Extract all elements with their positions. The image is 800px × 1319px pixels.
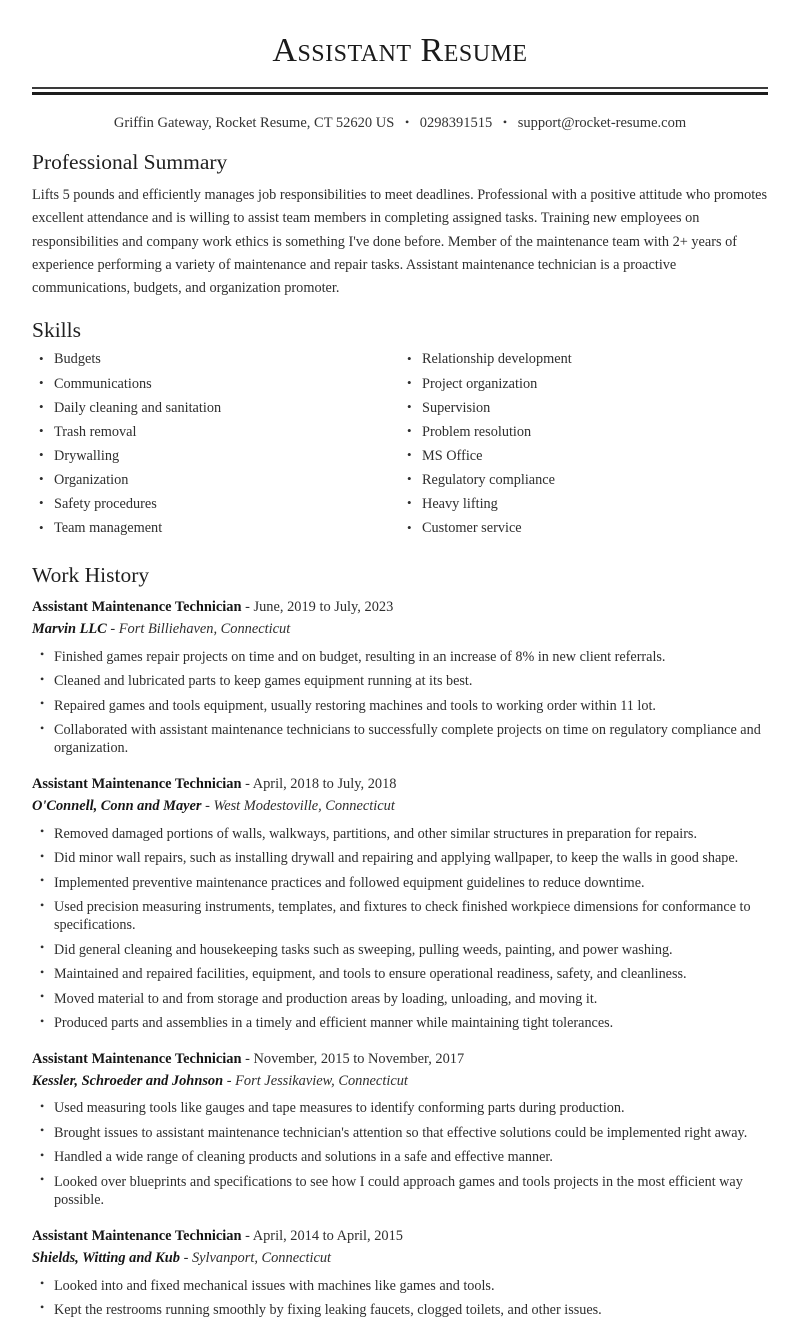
skill-item: • Regulatory compliance <box>400 472 768 490</box>
job-responsibility-item: • Collaborated with assistant maintenance technicians to successfully complete projects on time on regulatory compliance and organization. <box>32 721 768 758</box>
contact-line <box>32 113 768 133</box>
job-responsibility-item: • Used precision measuring instruments, templates, and fixtures to check finished workpiece dimensions for conformance to specifications. <box>32 898 768 935</box>
job-responsibility-item: • Looked into and fixed mechanical issues with machines like games and tools. <box>32 1277 768 1295</box>
skill-item: • Organization <box>32 472 400 490</box>
job-responsibility-item: • Kept the restrooms running smoothly by fixing leaking faucets, clogged toilets, and other issues. <box>32 1301 768 1319</box>
job-location: West Modestoville, Connecticut <box>214 798 395 814</box>
job-location: Fort Jessikaview, Connecticut <box>235 1073 408 1089</box>
work-history-list <box>32 597 768 1319</box>
summary-text: Lifts 5 pounds and efficiently manages job responsibilities to meet deadlines. Professional with a positive attitude who promotes excellent attendance and is willing to assist team members in completing assigned tasks. Training new employees on responsibilities and company work ethics is something I've done before. Member of the maintenance team with 2+ years of experience performing a variety of maintenance and repair tasks. Assistant maintenance technician is a proactive communications, budgets, and organization promoter. <box>32 184 768 300</box>
skill-item: • Daily cleaning and sanitation <box>32 400 400 418</box>
job-title-line <box>32 1226 768 1247</box>
job-company-separator: - <box>223 1073 235 1089</box>
job-company: O'Connell, Conn and Mayer <box>32 798 202 814</box>
job-title-line <box>32 597 768 618</box>
header-divider <box>32 87 768 95</box>
job-title-separator: - <box>242 599 254 615</box>
job-title-separator: - <box>242 776 253 792</box>
skill-item: • MS Office <box>400 448 768 466</box>
skill-item: • Customer service <box>400 520 768 538</box>
contact-separator-1: • <box>398 115 416 129</box>
skill-item: • Trash removal <box>32 424 400 442</box>
work-history-entry <box>32 1226 768 1319</box>
skills-column-right <box>400 351 768 544</box>
job-responsibility-item: • Finished games repair projects on time and on budget, resulting in an increase of 8% in new client referrals. <box>32 648 768 666</box>
job-title-separator: - <box>242 1051 254 1067</box>
skill-item: • Team management <box>32 520 400 538</box>
job-responsibility-list <box>32 1099 768 1209</box>
job-company-separator: - <box>107 621 119 637</box>
job-company-line <box>32 796 768 817</box>
job-dates: April, 2018 to July, 2018 <box>253 776 397 792</box>
job-responsibility-item: • Used measuring tools like gauges and tape measures to identify conforming parts during production. <box>32 1099 768 1117</box>
section-heading-summary: Professional Summary <box>32 150 768 176</box>
job-title-separator: - <box>242 1228 253 1244</box>
job-title-line <box>32 1049 768 1070</box>
skills-list-right <box>400 351 768 537</box>
work-history-entry <box>32 774 768 1033</box>
job-dates: June, 2019 to July, 2023 <box>254 599 394 615</box>
skill-item: • Heavy lifting <box>400 496 768 514</box>
job-dates: November, 2015 to November, 2017 <box>254 1051 465 1067</box>
job-company: Marvin LLC <box>32 621 107 637</box>
job-company-separator: - <box>180 1250 192 1266</box>
skill-item: • Project organization <box>400 376 768 394</box>
skills-list-left <box>32 351 400 537</box>
job-company: Kessler, Schroeder and Johnson <box>32 1073 223 1089</box>
divider-line-bottom <box>32 92 768 95</box>
contact-email: support@rocket-resume.com <box>518 115 686 131</box>
job-responsibility-item: • Did general cleaning and housekeeping tasks such as sweeping, pulling weeds, painting, and power washing. <box>32 941 768 959</box>
job-responsibility-list <box>32 825 768 1033</box>
job-responsibility-item: • Implemented preventive maintenance practices and followed equipment guidelines to reduce downtime. <box>32 874 768 892</box>
job-responsibility-item: • Handled a wide range of cleaning products and solutions in a safe and effective manner. <box>32 1148 768 1166</box>
section-skills <box>32 318 768 544</box>
skills-columns <box>32 351 768 544</box>
section-heading-skills: Skills <box>32 318 768 344</box>
skills-column-left <box>32 351 400 544</box>
job-dates: April, 2014 to April, 2015 <box>253 1228 403 1244</box>
skill-item: • Budgets <box>32 351 400 369</box>
section-work-history <box>32 563 768 1319</box>
job-responsibility-item: • Did minor wall repairs, such as installing drywall and repairing and applying wallpaper, to keep the walls in good shape. <box>32 849 768 867</box>
skill-item: • Problem resolution <box>400 424 768 442</box>
job-company-line <box>32 619 768 640</box>
page-title: Assistant Resume <box>32 0 768 70</box>
job-title: Assistant Maintenance Technician <box>32 1228 242 1244</box>
job-responsibility-item: • Moved material to and from storage and production areas by loading, unloading, and moving it. <box>32 990 768 1008</box>
skill-item: • Supervision <box>400 400 768 418</box>
job-responsibility-item: • Produced parts and assemblies in a timely and efficient manner while maintaining tight tolerances. <box>32 1014 768 1032</box>
job-responsibility-list <box>32 648 768 758</box>
work-history-entry <box>32 597 768 758</box>
job-responsibility-item: • Repaired games and tools equipment, usually restoring machines and tools to working order within 11 lot. <box>32 697 768 715</box>
section-heading-work-history: Work History <box>32 563 768 589</box>
job-responsibility-item: • Removed damaged portions of walls, walkways, partitions, and other similar structures in preparation for repairs. <box>32 825 768 843</box>
section-professional-summary <box>32 150 768 300</box>
job-company: Shields, Witting and Kub <box>32 1250 180 1266</box>
contact-separator-2: • <box>496 115 514 129</box>
work-history-entry <box>32 1049 768 1210</box>
job-title: Assistant Maintenance Technician <box>32 599 242 615</box>
job-responsibility-list <box>32 1277 768 1319</box>
skill-item: • Drywalling <box>32 448 400 466</box>
job-title: Assistant Maintenance Technician <box>32 776 242 792</box>
contact-phone: 0298391515 <box>420 115 493 131</box>
contact-address: Griffin Gateway, Rocket Resume, CT 52620 US <box>114 115 394 131</box>
skill-item: • Communications <box>32 376 400 394</box>
job-responsibility-item: • Cleaned and lubricated parts to keep games equipment running at its best. <box>32 672 768 690</box>
skill-item: • Safety procedures <box>32 496 400 514</box>
skill-item: • Relationship development <box>400 351 768 369</box>
job-location: Sylvanport, Connecticut <box>192 1250 331 1266</box>
job-title-line <box>32 774 768 795</box>
job-responsibility-item: • Maintained and repaired facilities, equipment, and tools to ensure operational readiness, safety, and cleanliness. <box>32 965 768 983</box>
job-location: Fort Billiehaven, Connecticut <box>119 621 290 637</box>
job-company-separator: - <box>202 798 214 814</box>
job-company-line <box>32 1248 768 1269</box>
job-responsibility-item: • Brought issues to assistant maintenance technician's attention so that effective solutions could be implemented right away. <box>32 1124 768 1142</box>
job-company-line <box>32 1071 768 1092</box>
job-responsibility-item: • Looked over blueprints and specifications to see how I could approach games and tools projects in the most efficient way possible. <box>32 1173 768 1210</box>
job-title: Assistant Maintenance Technician <box>32 1051 242 1067</box>
